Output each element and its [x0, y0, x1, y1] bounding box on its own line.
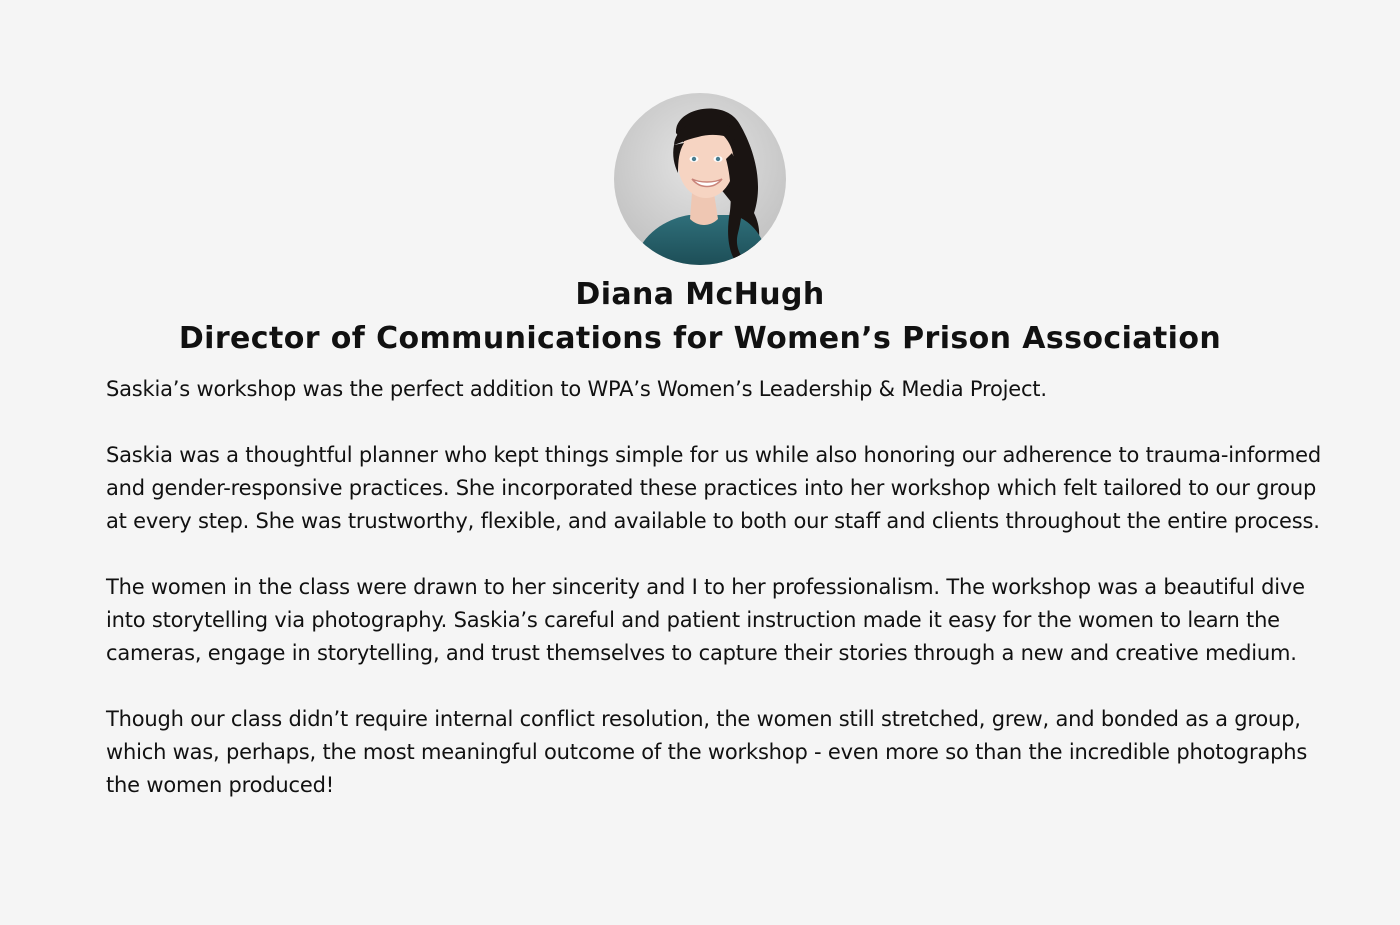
person-name: Diana McHugh: [575, 277, 825, 312]
avatar: [614, 93, 786, 265]
testimonial: [106, 373, 1326, 802]
portrait-photo-icon: [614, 93, 786, 265]
testimonial-paragraph: The women in the class were drawn to her sincerity and I to her professionalism. The workshop was a beautiful dive into storytelling via photography. Saskia’s careful and patient instruction made it easy for the women to learn the cameras, engage in storytelling, and trust themselves to capture their stories through a new and creative medium.: [106, 575, 1305, 665]
testimonial-paragraph: Saskia’s workshop was the perfect addition to WPA’s Women’s Leadership & Media Project.: [106, 377, 1047, 401]
person-role: Director of Communications for Women’s Prison Association: [178, 321, 1222, 356]
testimonial-paragraph: Though our class didn’t require internal conflict resolution, the women still stretched, grew, and bonded as a group, which was, perhaps, the most meaningful outcome of the workshop - even more so than the incredible photographs the women produced!: [106, 707, 1308, 797]
testimonial-paragraph: Saskia was a thoughtful planner who kept things simple for us while also honoring our adherence to trauma-informed and gender-responsive practices. She incorporated these practices into her workshop which felt tailored to our group at every step. She was trustworthy, flexible, and available to both our staff and clients throughout the entire process.: [106, 443, 1321, 533]
